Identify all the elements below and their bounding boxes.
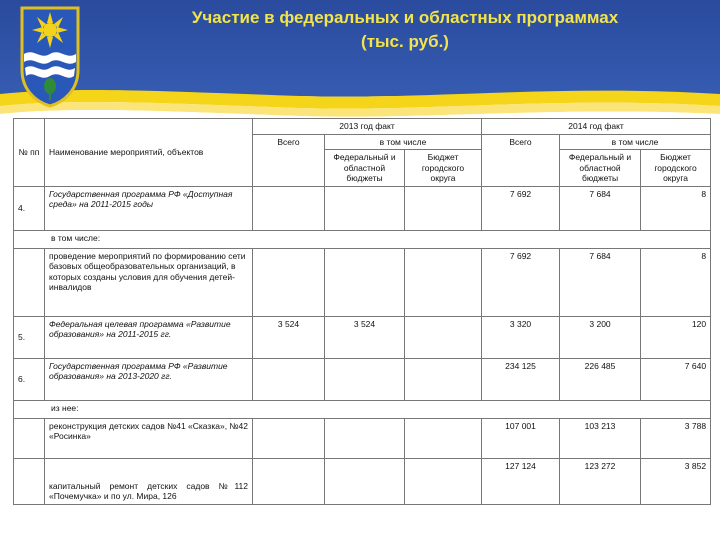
header-number: № пп	[14, 119, 45, 187]
table-row	[14, 316, 711, 358]
value-fed-2014: 7 684	[560, 186, 641, 230]
value-total-2014: 7 692	[482, 248, 560, 316]
page-title	[90, 6, 720, 54]
value-city-2013	[405, 316, 482, 358]
header-city-2014: Бюджет городского округа	[641, 150, 711, 187]
title-line-2: (тыс. руб.)	[361, 32, 449, 51]
value-city-2014: 3 852	[641, 458, 711, 504]
row-name: реконструкция детских садов №41 «Сказка», №42 «Росинка»	[45, 418, 253, 458]
header-incl-2014: в том числе	[560, 134, 711, 150]
value-fed-2014: 7 684	[560, 248, 641, 316]
row-number: 5.	[14, 316, 45, 358]
header-total-2013: Всего	[253, 134, 325, 186]
value-total-2014: 7 692	[482, 186, 560, 230]
value-total-2013	[253, 186, 325, 230]
value-fed-2013	[325, 358, 405, 400]
value-fed-2014: 103 213	[560, 418, 641, 458]
subheader-label: из нее:	[14, 400, 711, 418]
row-number	[14, 458, 45, 504]
row-name: Федеральная целевая программа «Развитие образования» на 2011-2015 гг.	[45, 316, 253, 358]
subheader-label: в том числе:	[14, 230, 711, 248]
value-fed-2013	[325, 248, 405, 316]
row-number: 4.	[14, 186, 45, 230]
value-city-2013	[405, 248, 482, 316]
value-city-2013	[405, 358, 482, 400]
value-fed-2014: 226 485	[560, 358, 641, 400]
value-city-2014: 8	[641, 248, 711, 316]
value-city-2013	[405, 186, 482, 230]
header-incl-2013: в том числе	[325, 134, 482, 150]
header-fed-2013: Федеральный и областной бюджеты	[325, 150, 405, 187]
header-fed-2014: Федеральный и областной бюджеты	[560, 150, 641, 187]
value-total-2013	[253, 418, 325, 458]
table-row	[14, 358, 711, 400]
value-total-2013	[253, 358, 325, 400]
value-fed-2014: 3 200	[560, 316, 641, 358]
table-header-years	[14, 119, 711, 135]
table-subheader-row	[14, 400, 711, 418]
table-row	[14, 248, 711, 316]
value-total-2013	[253, 458, 325, 504]
value-total-2014: 127 124	[482, 458, 560, 504]
header-2013: 2013 год факт	[253, 119, 482, 135]
row-name: Государственная программа РФ «Доступная среда» на 2011-2015 годы	[45, 186, 253, 230]
row-number	[14, 418, 45, 458]
header-2014: 2014 год факт	[482, 119, 711, 135]
value-fed-2013	[325, 458, 405, 504]
value-total-2013	[253, 248, 325, 316]
header-name: Наименование мероприятий, объектов	[45, 119, 253, 187]
value-total-2014: 3 320	[482, 316, 560, 358]
value-fed-2013	[325, 186, 405, 230]
value-city-2014: 7 640	[641, 358, 711, 400]
value-fed-2014: 123 272	[560, 458, 641, 504]
table-row	[14, 418, 711, 458]
table-subheader-row	[14, 230, 711, 248]
programs-table	[13, 118, 711, 505]
value-city-2013	[405, 458, 482, 504]
value-city-2014: 120	[641, 316, 711, 358]
value-total-2013: 3 524	[253, 316, 325, 358]
value-total-2014: 234 125	[482, 358, 560, 400]
value-city-2014: 3 788	[641, 418, 711, 458]
coat-of-arms-icon	[18, 4, 82, 108]
title-line-1: Участие в федеральных и областных программах	[191, 8, 619, 27]
header-city-2013: Бюджет городского округа	[405, 150, 482, 187]
table-row	[14, 186, 711, 230]
value-fed-2013: 3 524	[325, 316, 405, 358]
table-row	[14, 458, 711, 504]
value-city-2014: 8	[641, 186, 711, 230]
row-number	[14, 248, 45, 316]
value-total-2014: 107 001	[482, 418, 560, 458]
row-number: 6.	[14, 358, 45, 400]
value-fed-2013	[325, 418, 405, 458]
header-total-2014: Всего	[482, 134, 560, 186]
row-name: Государственная программа РФ «Развитие образования» на 2013-2020 гг.	[45, 358, 253, 400]
row-name: капитальный ремонт детских садов №112 «Почемучка» и по ул. Мира, 126	[45, 458, 253, 504]
row-name: проведение мероприятий по формированию сети базовых общеобразовательных организаций, в которых созданы условия для обучения детей-инвалидов	[45, 248, 253, 316]
value-city-2013	[405, 418, 482, 458]
